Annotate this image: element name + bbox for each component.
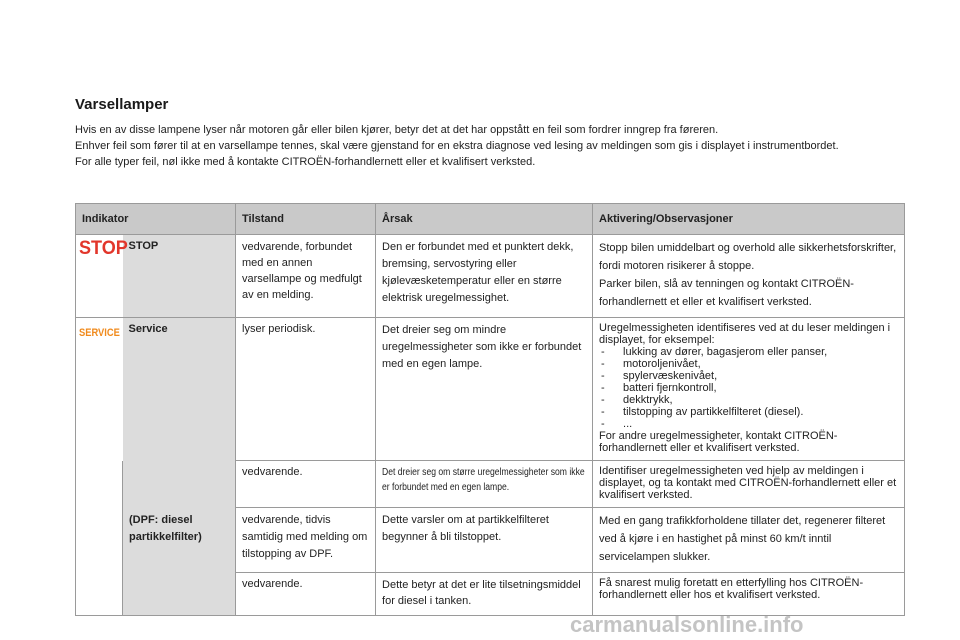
arsak-service-2 <box>376 461 593 508</box>
aktivering-service-2: Identifiser uregelmessigheten ved hjelp av meldingen i displayet, og ta kontakt med CITROËN-forhandlernett eller et kvalifisert verksted. <box>593 461 905 508</box>
intro-paragraph-3: For alle typer feil, nøl ikke med å kontakte CITROËN-forhandlernett eller et kvalifisert verksted. <box>75 156 536 168</box>
list-item: - ... <box>599 418 898 430</box>
list-item: - lukking av dører, bagasjerom eller panser, <box>599 346 898 358</box>
stop-warning-icon: STOP <box>79 238 128 259</box>
list-item: - dekktrykk, <box>599 394 898 406</box>
table-header-row <box>76 204 905 235</box>
tilstand-service-1: lyser periodisk. <box>236 318 376 461</box>
list-item: - batteri fjernkontroll, <box>599 382 898 394</box>
tilstand-dpf-2: vedvarende. <box>236 573 376 616</box>
icon-cell-empty <box>76 573 123 616</box>
intro-paragraph-1: Hvis en av disse lampene lyser når motoren går eller bilen kjører, betyr det at det har oppstått en feil som fordrer inngrep fra føreren. <box>75 124 719 136</box>
header-indikator: Indikator <box>76 204 236 235</box>
aktivering-stop <box>593 235 905 318</box>
icon-cell-empty <box>76 508 123 573</box>
arsak-dpf-2: Dette betyr at det er lite tilsetningsmiddel for diesel i tanken. <box>376 573 593 616</box>
header-tilstand: Tilstand <box>236 204 376 235</box>
arsak-service-1: Det dreier seg om mindre uregelmessigheter som ikke er forbundet med en egen lampe. <box>376 318 593 461</box>
aktivering-stop-1: Stopp bilen umiddelbart og overhold alle sikkerhetsforskrifter, fordi motoren risikerer å stoppe. <box>599 242 897 272</box>
aktivering-service-intro: Uregelmessigheten identifiseres ved at du leser meldingen i displayet, for eksempel: <box>599 322 891 346</box>
watermark: carmanualsonline.info <box>570 612 804 637</box>
table-row-service-2 <box>76 461 905 508</box>
arsak-dpf-1: Dette varsler om at partikkelfilteret begynner å bli tilstoppet. <box>376 508 593 573</box>
indikator-cell-empty <box>123 573 236 616</box>
service-warning-icon: SERVICE <box>79 327 120 339</box>
stop-icon-cell <box>76 235 128 318</box>
warning-lamps-table <box>75 203 905 616</box>
list-item: - spylervæskenivået, <box>599 370 898 382</box>
page-title: Varsellamper <box>75 96 169 113</box>
tilstand-dpf-1: vedvarende, tidvis samtidig med melding om tilstopping av DPF. <box>236 508 376 573</box>
aktivering-service-list <box>599 346 898 430</box>
indikator-dpf: (DPF: diesel partikkelfilter) <box>123 508 236 573</box>
service-icon-cell <box>76 318 123 461</box>
indikator-service: Service <box>123 318 236 461</box>
aktivering-dpf-1: Med en gang trafikkforholdene tillater det, regenerer filteret ved å kjøre i en hastighet på minst 60 km/t inntil servicelampen slukker. <box>593 508 905 573</box>
icon-cell-empty <box>76 461 123 508</box>
indikator-stop: STOP <box>123 235 236 318</box>
table-row-dpf-2 <box>76 573 905 616</box>
table-row-service-1 <box>76 318 905 461</box>
table-row-dpf-1 <box>76 508 905 573</box>
tilstand-stop: vedvarende, forbundet med en annen varsellampe og medfulgt av en melding. <box>236 235 376 318</box>
intro-paragraph-2: Enhver feil som fører til at en varsellampe tennes, skal være gjenstand for en ekstra diagnose ved lesing av meldingen som gis i displayet i instrumentbordet. <box>75 140 839 152</box>
header-arsak: Årsak <box>376 204 593 235</box>
table-row-stop <box>76 235 905 318</box>
aktivering-stop-2: Parker bilen, slå av tenningen og kontakt CITROËN-forhandlernett et eller et kvalifisert verksted. <box>599 278 854 308</box>
aktivering-service-outro: For andre uregelmessigheter, kontakt CITROËN-forhandlernett eller et kvalifisert verksted. <box>599 430 838 454</box>
header-aktivering: Aktivering/Observasjoner <box>593 204 905 235</box>
list-item: - tilstopping av partikkelfilteret (diesel). <box>599 406 898 418</box>
arsak-service-2-text: Det dreier seg om større uregelmessigheter som ikke er forbundet med en egen lampe. <box>382 467 585 493</box>
intro-text <box>75 122 895 170</box>
aktivering-dpf-2: Få snarest mulig foretatt en etterfylling hos CITROËN-forhandlernett eller hos et kvalifisert verksted. <box>593 573 905 616</box>
arsak-stop: Den er forbundet med et punktert dekk, bremsing, servostyring eller kjølevæsketemperatur eller en større elektrisk uregelmessighet. <box>376 235 593 318</box>
aktivering-service-1 <box>593 318 905 461</box>
indikator-cell-empty <box>123 461 236 508</box>
list-item: - motoroljenivået, <box>599 358 898 370</box>
tilstand-service-2: vedvarende. <box>236 461 376 508</box>
